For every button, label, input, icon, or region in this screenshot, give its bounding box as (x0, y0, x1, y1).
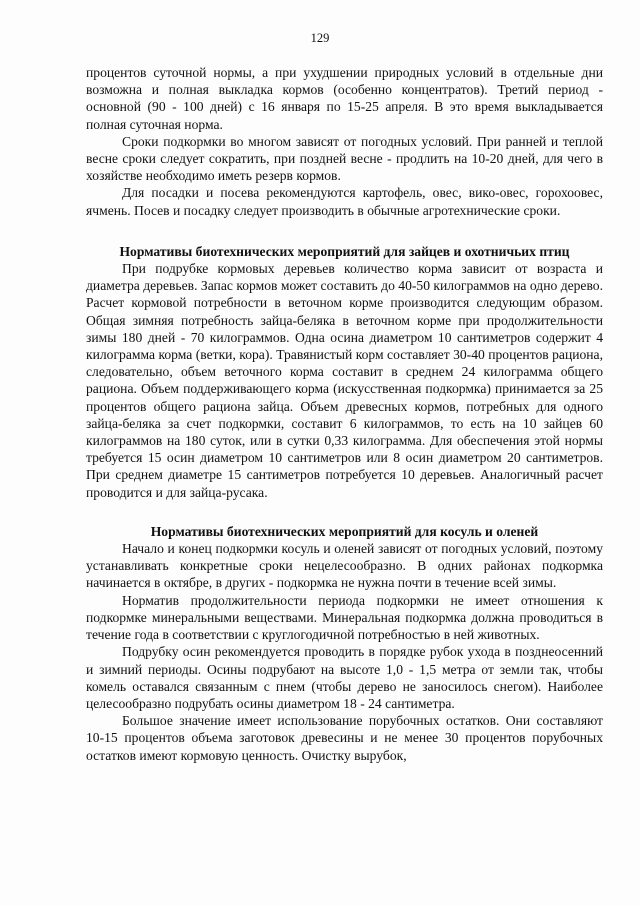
paragraph: Сроки подкормки во многом зависят от погодных условий. При ранней и теплой весне сроки следует сократить, при поздней весне - продлить на 10-20 дней, для чего в хозяйстве необходимо иметь резерв кормов. (86, 133, 603, 184)
paragraph: Для посадки и посева рекомендуются картофель, овес, вико-овес, горохоовес, ячмень. Посев и посадку следует производить в обычные агротехнические сроки. (86, 185, 603, 218)
paragraph: Норматив продолжительности периода подкормки не имеет отношения к подкормке минеральными веществами. Минеральная подкормка должна проводиться в течение года в соответствии с круглогодичной потребностью в ней животных. (86, 592, 603, 643)
section-heading: Нормативы биотехнических мероприятий для косуль и оленей (150, 523, 539, 539)
page-content (86, 64, 603, 764)
page-number: 129 (310, 31, 330, 45)
section-hares (86, 243, 603, 501)
section-heading: Нормативы биотехнических мероприятий для зайцев и охотничьих птиц (119, 243, 570, 259)
paragraph: процентов суточной нормы, а при ухудшении природных условий в отдельные дни возможна и полная выкладка кормов (особенно концентратов). Третий период - основной (90 - 100 дней) с 16 января по 15-25 апреля. В это время выкладывается полная суточная норма. (86, 65, 603, 132)
paragraph: Начало и конец подкормки косуль и оленей зависят от погодных условий, поэтому устанавливать конкретные сроки нецелесообразно. В одних районах подкормка начинается в октябре, в других - подкормка не нужна почти в течение всей зимы. (86, 541, 603, 591)
section-deer (86, 523, 603, 764)
intro-text (86, 64, 603, 219)
paragraph: При подрубке кормовых деревьев количество корма зависит от возраста и диаметра деревьев. Запас кормов может составить до 40-50 килограммов на одно дерево. Расчет кормовой потребности в веточном корме производится следующим образом. Общая зимняя потребность зайца-беляка в веточном корме при продолжительности зимы 180 дней - 70 килограммов. Одна осина диаметром 10 сантиметров содержит 4 килограмма корма (ветки, кора). Травянистый корм составляет 30-40 процентов рациона, следовательно, объем веточного корма составит в среднем 24 килограмма общего рациона. Объем поддерживающего корма (искусственная подкормка) принимается за 25 процентов общего рациона зайца. Объем древесных кормов, потребных для одного зайца-беляка за счет подкормки, составит 6 килограммов, то есть на 10 зайцев 60 килограммов на 180 суток, или в сутки 0,33 килограмма. Для обеспечения этой нормы требуется 15 осин диаметром 10 сантиметров или 8 осин диаметром 20 сантиметров. При среднем диаметре 15 сантиметров потребуется 10 деревьев. Аналогичный расчет проводится и для зайца-русака. (86, 261, 603, 500)
paragraph: Большое значение имеет использование порубочных остатков. Они составляют 10-15 процентов объема заготовок древесины и не менее 30 процентов порубочных остатков имеют кормовую ценность. Очистку вырубок, (86, 713, 603, 763)
paragraph: Подрубку осин рекомендуется проводить в порядке рубок ухода в позднеосенний и зимний периоды. Осины подрубают на высоте 1,0 - 1,5 метра от земли так, чтобы комель оставался связанным с пнем (чтобы дерево не заносилось снегом). Наиболее целесообразно подрубать осины диаметром 18 - 24 сантиметра. (86, 644, 603, 711)
